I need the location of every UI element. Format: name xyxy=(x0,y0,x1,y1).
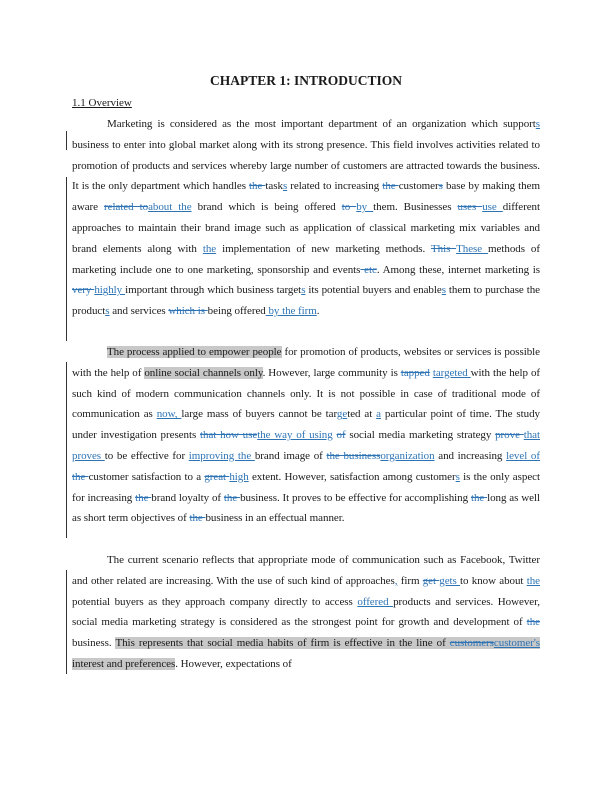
highlighted-inserted-text: customer's xyxy=(493,637,540,650)
inserted-text: high xyxy=(229,470,249,483)
deleted-text: the xyxy=(189,512,206,525)
inserted-text: now, xyxy=(156,408,182,421)
deleted-text: great xyxy=(204,470,230,483)
text-run: brand image of xyxy=(254,449,327,462)
chapter-title: CHAPTER 1: INTRODUCTION xyxy=(209,73,402,88)
deleted-text: which is xyxy=(168,305,208,318)
deleted-text: very xyxy=(72,284,95,297)
text-run: base by making them aware xyxy=(72,180,540,214)
paragraph-marketing-intro xyxy=(72,114,540,322)
text-run: customer satisfaction to a xyxy=(88,470,205,483)
deleted-text: to xyxy=(341,201,357,214)
inserted-text: about the xyxy=(148,201,192,214)
inserted-text: These xyxy=(456,242,489,255)
text-run: being offered xyxy=(207,305,266,318)
inserted-text: s xyxy=(282,180,288,193)
text-run: customer xyxy=(398,180,439,193)
change-bar xyxy=(66,362,67,538)
inserted-text: ge xyxy=(336,408,348,421)
inserted-text: the xyxy=(526,574,540,587)
text-run: . Among these, internet marketing is xyxy=(376,263,540,276)
text-run: is the only aspect for increasing xyxy=(72,470,540,504)
text-run: large mass of buyers cannot be tar xyxy=(181,408,337,421)
text-run: particular point of time. The study under investigation presents xyxy=(72,408,540,442)
text-run: them. Businesses xyxy=(373,201,458,214)
highlighted-text: This represents that social media habits of firm is effective in the line of xyxy=(115,637,450,650)
deleted-text: etc xyxy=(360,263,377,276)
highlighted-text: interest and preferences xyxy=(72,657,176,670)
text-run: business. It proves to be effective for accomplishing xyxy=(240,491,471,504)
text-run: implementation of new marketing methods. xyxy=(216,242,431,255)
inserted-text: s xyxy=(455,470,460,483)
text-run: different approaches to maintain their brand image such as application of classical marketing mix variables and brand elements along with xyxy=(72,201,540,255)
deleted-text: s xyxy=(438,180,443,193)
text-run: important through which business target xyxy=(125,284,302,297)
paragraph-current-scenario xyxy=(72,550,540,675)
inserted-text: s xyxy=(301,284,306,297)
text-run: to be effective for xyxy=(104,449,189,462)
change-bar xyxy=(66,131,67,150)
deleted-text: get xyxy=(422,574,440,587)
text-run: Marketing is considered as the most important department of an organization which support xyxy=(107,118,536,130)
paragraph-process xyxy=(72,342,540,529)
deleted-text: the business xyxy=(326,449,381,462)
text-run: ted at xyxy=(347,408,377,421)
inserted-text: s xyxy=(535,118,540,130)
inserted-text: improving the xyxy=(188,449,255,462)
highlighted-text: The process applied to empower people xyxy=(107,346,282,358)
text-run: long as well as short term objectives of xyxy=(72,491,540,525)
inserted-text: by the firm xyxy=(265,305,317,318)
inserted-text: gets xyxy=(439,574,461,587)
text-run: them to purchase the product xyxy=(72,284,541,318)
text-run: social media marketing strategy xyxy=(345,429,496,442)
text-run: brand which is being offered xyxy=(191,201,342,214)
text-run: and increasing xyxy=(434,449,507,462)
inserted-text: s xyxy=(441,284,446,297)
inserted-text: highly xyxy=(94,284,126,297)
inserted-text: by xyxy=(356,201,374,214)
text-run: potential buyers as they approach company directly to access xyxy=(72,595,358,608)
text-run: . However, large community is xyxy=(262,366,401,379)
text-run: and services xyxy=(109,305,169,318)
inserted-text: organization xyxy=(380,449,435,462)
text-run: brand loyalty of xyxy=(151,491,224,504)
section-heading: 1.1 Overview xyxy=(72,97,132,109)
text-run: products and services. However, social media marketing strategy is considered as the strongest point for growth and development of xyxy=(72,595,540,629)
deleted-text: that how use xyxy=(200,429,258,442)
deleted-text: This xyxy=(430,242,457,255)
inserted-text: level of xyxy=(506,449,540,462)
text-run: its potential buyers and enable xyxy=(305,284,442,297)
text-run: with the help of such kind of modern communication channels only. It is not possible in case of traditional mode of communication as xyxy=(72,366,541,421)
highlighted-text: online social channels only xyxy=(144,366,263,379)
text-run: methods of marketing include one to one marketing, sponsorship and events xyxy=(72,242,540,276)
text-run: The current scenario reflects that appropriate mode of communication such as Facebook, Twitter and other related are increasing. With the use of such kind of approaches xyxy=(72,554,540,587)
deleted-text: the xyxy=(470,491,488,504)
text-run: business. xyxy=(72,637,116,650)
text-run: business to enter into global market along with its strong presence. This field involves activities related to promotion of products and services whereby large number of customers are attracted towards the business. It is the only department which handles xyxy=(72,138,540,193)
change-bar xyxy=(66,177,67,341)
inserted-text: targeted xyxy=(432,366,471,379)
text-run: . xyxy=(316,305,320,318)
inserted-text: the way of using xyxy=(257,429,333,442)
deleted-text: prove xyxy=(495,429,524,442)
deleted-text: tapped xyxy=(400,366,430,379)
inserted-text: a xyxy=(376,408,381,421)
deleted-text: the xyxy=(72,470,89,483)
deleted-text: of xyxy=(336,429,346,442)
inserted-text: , xyxy=(394,574,398,587)
text-run: to know about xyxy=(460,574,527,587)
inserted-text: s xyxy=(105,305,110,318)
inserted-text: the xyxy=(202,242,217,255)
deleted-text: the xyxy=(249,180,266,193)
text-run: extent. However, satisfaction among customer xyxy=(248,470,456,483)
deleted-text: the xyxy=(382,180,399,193)
text-run: task xyxy=(265,180,283,193)
text-run: business in an effectual manner. xyxy=(205,512,345,525)
inserted-text: use xyxy=(482,201,503,214)
text-run: firm xyxy=(397,574,423,587)
deleted-text: uses xyxy=(457,201,483,214)
deleted-text: the xyxy=(223,491,241,504)
inserted-text: offered xyxy=(357,595,394,608)
change-bar xyxy=(66,570,67,674)
deleted-text: related to xyxy=(104,201,149,214)
text-run: . However, expectations of xyxy=(175,657,292,670)
deleted-text: the xyxy=(135,491,152,504)
text-run: related to increasing xyxy=(287,180,383,193)
deleted-text: the xyxy=(526,616,540,629)
inserted-text: that proves xyxy=(72,429,540,462)
text-run: for promotion of products, websites or services is possible with the help of xyxy=(72,346,540,379)
highlighted-deleted-text: customers xyxy=(449,637,494,650)
